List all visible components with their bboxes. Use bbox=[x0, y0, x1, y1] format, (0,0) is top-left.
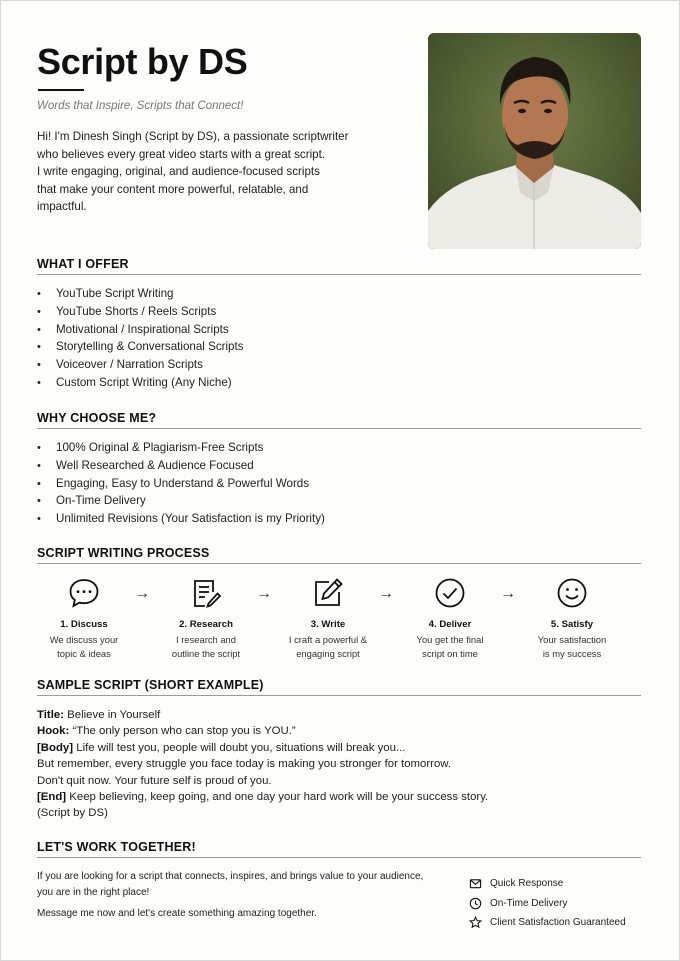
cta-line: you are in the right place! bbox=[37, 887, 150, 898]
sample-hook-line: Hook: “The only person who can stop you is YOU.” bbox=[37, 725, 296, 738]
process-steps bbox=[37, 573, 641, 663]
list-item: • Well Researched & Audience Focused bbox=[37, 458, 254, 472]
sample-body-line: Don't quit now. Your future self is proud of you. bbox=[37, 774, 272, 787]
intro-line: impactful. bbox=[37, 200, 87, 214]
perk-on-time-delivery bbox=[469, 894, 626, 914]
list-item: • Storytelling & Conversational Scripts bbox=[37, 340, 244, 354]
perk-label: Client Satisfaction Guaranteed bbox=[490, 917, 626, 929]
step-desc: I craft a powerful & engaging script bbox=[288, 634, 368, 659]
mail-icon bbox=[469, 877, 482, 890]
perks-list bbox=[469, 874, 626, 933]
edit-square-icon bbox=[273, 573, 383, 613]
why-heading: WHY CHOOSE ME? bbox=[37, 411, 641, 429]
arrow-icon: → bbox=[134, 585, 150, 602]
tagline: Words that Inspire, Scripts that Connect! bbox=[37, 100, 244, 112]
why-list bbox=[37, 439, 325, 528]
sample-script bbox=[37, 707, 641, 822]
document-pen-icon bbox=[151, 573, 261, 613]
check-circle-icon bbox=[395, 573, 505, 613]
arrow-icon: → bbox=[256, 585, 272, 602]
offer-heading: WHAT I OFFER bbox=[37, 257, 641, 275]
clock-icon bbox=[469, 897, 482, 910]
offer-list bbox=[37, 285, 244, 392]
cta-line: Message me now and let's create something amazing together. bbox=[37, 908, 317, 919]
profile-photo bbox=[428, 33, 641, 249]
list-item: • Engaging, Easy to Understand & Powerful Words bbox=[37, 476, 310, 490]
smiley-icon bbox=[517, 573, 627, 613]
step-title: 1. Discuss bbox=[60, 619, 108, 630]
intro-line: I write engaging, original, and audience-focused scripts bbox=[37, 165, 320, 179]
step-desc: I research and outline the script bbox=[171, 634, 241, 659]
perk-label: Quick Response bbox=[490, 878, 564, 890]
list-item: • 100% Original & Plagiarism-Free Scripts bbox=[37, 441, 264, 454]
star-icon bbox=[469, 916, 482, 929]
intro-line: Hi! I'm Dinesh Singh (Script by DS), a passionate scriptwriter bbox=[37, 130, 349, 143]
sample-heading: SAMPLE SCRIPT (SHORT EXAMPLE) bbox=[37, 678, 641, 696]
list-item: • YouTube Script Writing bbox=[37, 287, 174, 300]
arrow-icon: → bbox=[500, 585, 516, 602]
perk-quick-response bbox=[469, 874, 626, 894]
process-step-research bbox=[151, 573, 261, 661]
step-desc: Your satisfaction is my success bbox=[537, 634, 607, 659]
process-step-satisfy bbox=[517, 573, 627, 661]
step-desc: You get the final script on time bbox=[416, 634, 484, 659]
list-item: • Voiceover / Narration Scripts bbox=[37, 358, 203, 372]
step-title: 2. Research bbox=[179, 619, 233, 630]
arrow-icon: → bbox=[378, 585, 394, 602]
step-title: 3. Write bbox=[310, 619, 346, 630]
cta-heading: LET'S WORK TOGETHER! bbox=[37, 840, 641, 858]
step-title: 5. Satisfy bbox=[550, 619, 594, 630]
list-item: • On-Time Delivery bbox=[37, 494, 146, 508]
list-item: • Custom Script Writing (Any Niche) bbox=[37, 375, 232, 389]
perk-client-satisfaction bbox=[469, 913, 626, 933]
cta-line: If you are looking for a script that connects, inspires, and brings value to your audience, bbox=[37, 871, 424, 882]
sample-body-line: But remember, every struggle you face today is making you stronger for tomorrow. bbox=[37, 758, 452, 771]
chat-bubble-icon bbox=[29, 573, 139, 613]
sample-title-line: Title: Believe in Yourself bbox=[37, 709, 161, 721]
list-item: • Unlimited Revisions (Your Satisfaction is my Priority) bbox=[37, 512, 325, 526]
step-title: 4. Deliver bbox=[428, 619, 472, 630]
step-desc: We discuss your topic & ideas bbox=[49, 634, 119, 659]
process-step-discuss bbox=[29, 573, 139, 661]
list-item: • YouTube Shorts / Reels Scripts bbox=[37, 304, 217, 318]
cta-text bbox=[37, 869, 457, 922]
list-item: • Motivational / Inspirational Scripts bbox=[37, 322, 229, 336]
sample-body-line: [Body] Life will test you, people will doubt you, situations will break you... bbox=[37, 741, 406, 754]
perk-label: On-Time Delivery bbox=[490, 897, 568, 909]
process-step-write bbox=[273, 573, 383, 661]
intro-paragraph bbox=[37, 128, 367, 216]
title-underline bbox=[38, 89, 84, 91]
sample-signature: (Script by DS) bbox=[37, 807, 108, 820]
sample-end-line: [End] Keep believing, keep going, and one day your hard work will be your success story. bbox=[37, 791, 489, 804]
process-heading: SCRIPT WRITING PROCESS bbox=[37, 546, 641, 564]
intro-line: who believes every great video starts with a great script. bbox=[37, 147, 326, 161]
intro-line: that make your content more powerful, relatable, and bbox=[37, 182, 309, 196]
process-step-deliver bbox=[395, 573, 505, 661]
page-title: Script by DS bbox=[37, 41, 248, 82]
